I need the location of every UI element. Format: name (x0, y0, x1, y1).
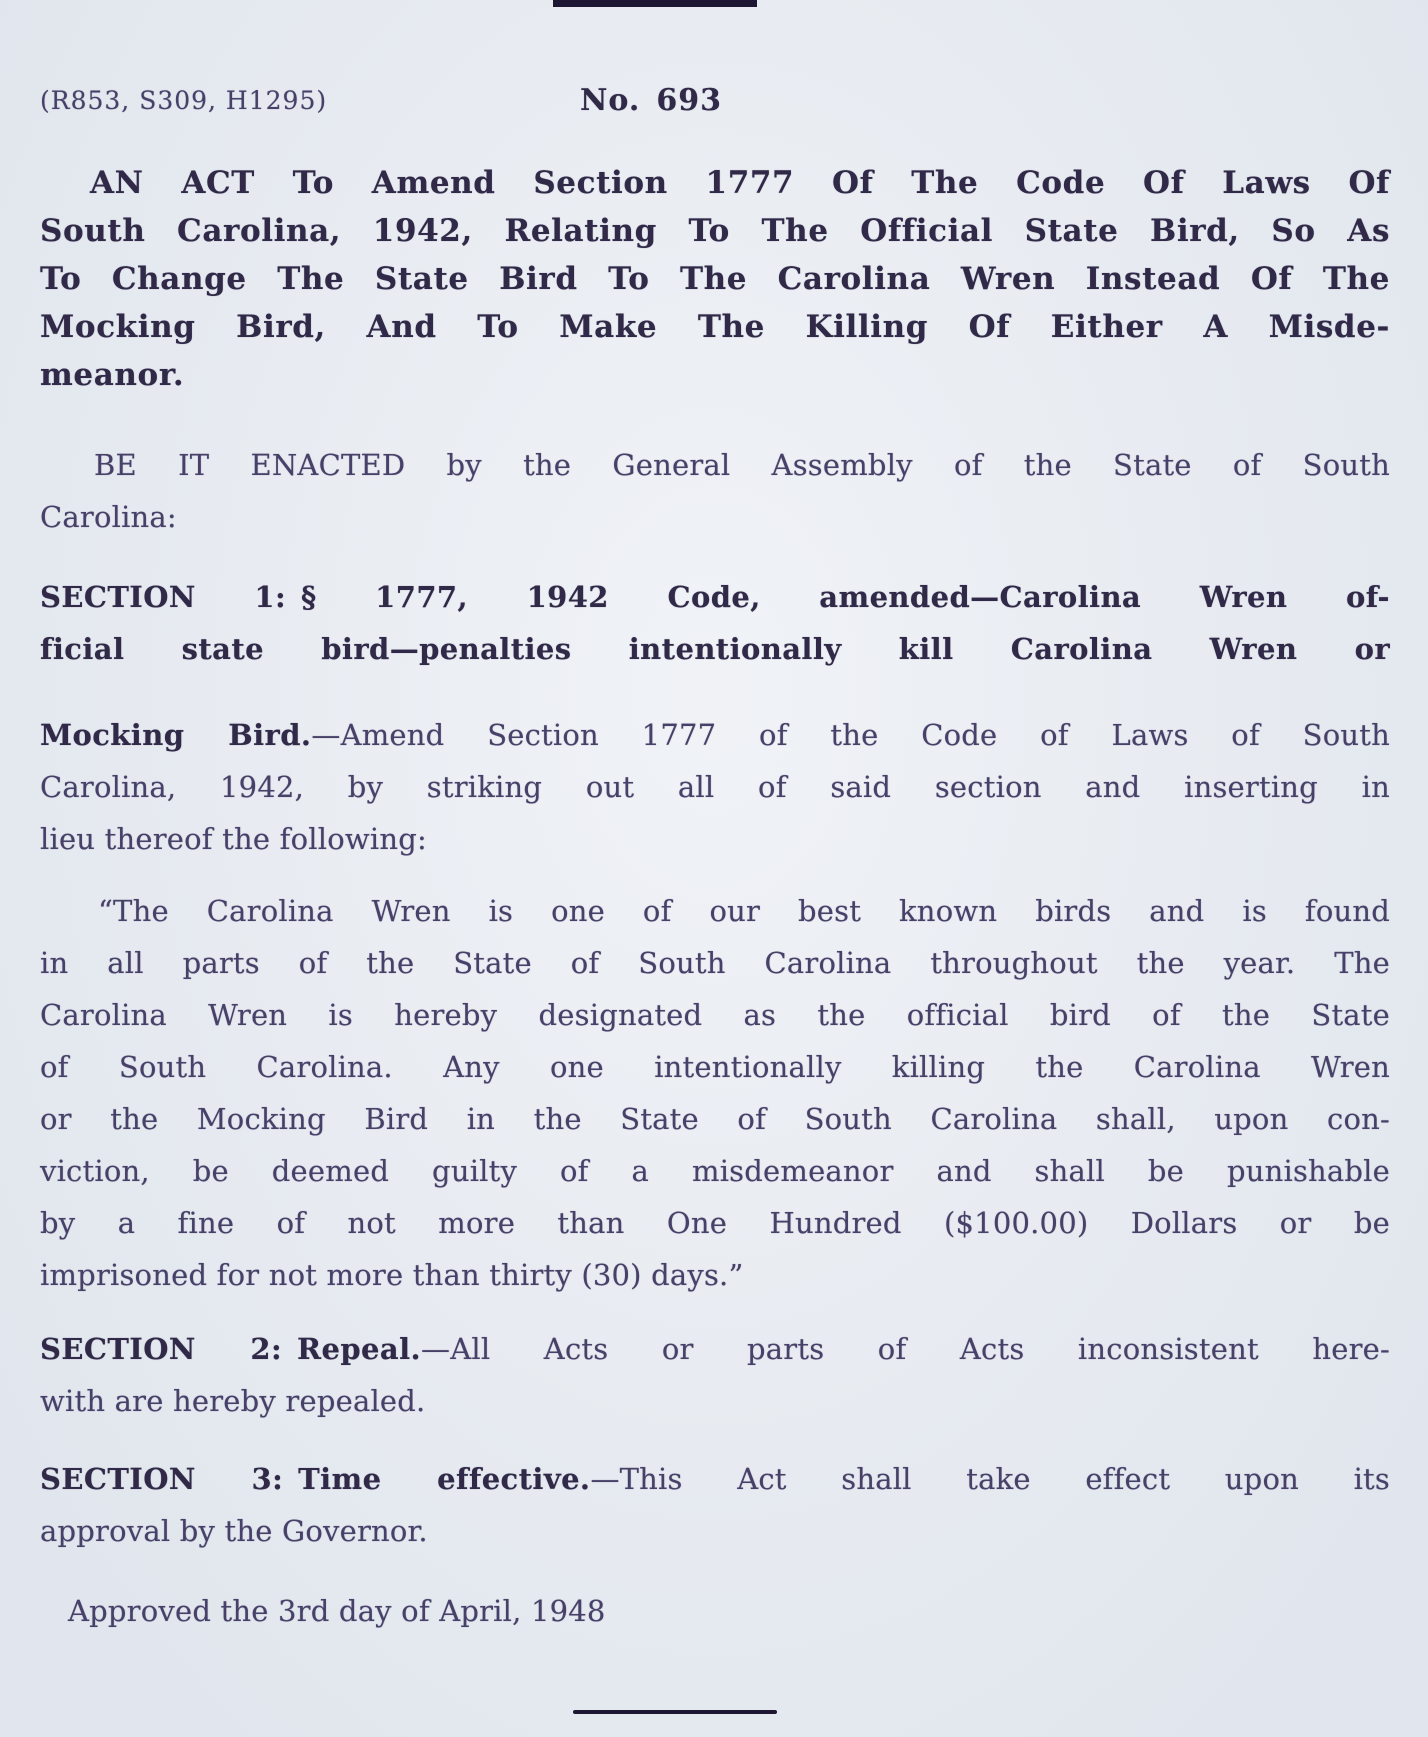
bottom-rule (573, 1710, 777, 1714)
text-line: imprisoned for not more than thirty (30) days.” (40, 1258, 744, 1292)
text-run: —This Act shall take effect upon its (590, 1462, 1390, 1496)
section-1-catchline: Mocking Bird. (40, 718, 312, 752)
text-line: Carolina Wren is hereby designated as the official bird of the State (40, 998, 1390, 1032)
title-line: South Carolina, 1942, Relating To The Official State Bird, So As (40, 213, 1390, 249)
text-line: lieu thereof the following: (40, 822, 427, 856)
text-line: by a fine of not more than One Hundred ($100.00) Dollars or be (40, 1206, 1390, 1240)
act-number: No. 693 (580, 83, 722, 118)
text-run: —Amend Section 1777 of the Code of Laws of South (311, 718, 1390, 752)
text-line: with are hereby repealed. (40, 1384, 426, 1418)
text-line: Approved the 3rd day of April, 1948 (68, 1594, 606, 1628)
text-line: or the Mocking Bird in the State of South Carolina shall, upon con- (40, 1102, 1390, 1136)
section-3 (40, 1453, 1390, 1557)
text-line: Carolina, 1942, by striking out all of said section and inserting in (40, 770, 1390, 804)
text-line (40, 1453, 1390, 1505)
section-1-heading (40, 571, 1390, 675)
text-line: approval by the Governor. (40, 1514, 428, 1548)
text-run: —All Acts or parts of Acts inconsistent here- (421, 1332, 1390, 1366)
title-line: AN ACT To Amend Section 1777 Of The Code Of Laws Of (90, 165, 1390, 201)
text-line: of South Carolina. Any one intentionally killing the Carolina Wren (40, 1050, 1390, 1084)
text-line: Carolina: (40, 500, 177, 534)
section-2-catchline: SECTION 2: Repeal. (40, 1332, 421, 1366)
section-1-body (40, 709, 1390, 865)
section-2 (40, 1323, 1390, 1427)
act-title (40, 159, 1390, 399)
enacting-clause (40, 439, 1390, 543)
title-line: To Change The State Bird To The Carolina Wren Instead Of The (40, 261, 1390, 297)
quoted-statute-text (40, 885, 1390, 1301)
text-line: ficial state bird—penalties intentionally kill Carolina Wren or (40, 632, 1390, 666)
document-header (40, 83, 1390, 117)
text-line: BE IT ENACTED by the General Assembly of the State of South (94, 448, 1390, 482)
top-rule (553, 0, 757, 7)
title-line: Mocking Bird, And To Make The Killing Of Either A Misde- (40, 309, 1390, 345)
bill-reference: (R853, S309, H1295) (40, 86, 328, 115)
text-line: SECTION 1: § 1777, 1942 Code, amended—Carolina Wren of- (40, 580, 1390, 614)
text-line (40, 709, 1390, 761)
text-line: viction, be deemed guilty of a misdemeanor and shall be punishable (40, 1154, 1390, 1188)
text-line: in all parts of the State of South Carolina throughout the year. The (40, 946, 1390, 980)
title-line: meanor. (40, 357, 185, 393)
approval-line (40, 1585, 1390, 1637)
text-line: “The Carolina Wren is one of our best known birds and is found (98, 894, 1390, 928)
section-3-catchline: SECTION 3: Time effective. (40, 1462, 591, 1496)
text-line (40, 1323, 1390, 1375)
